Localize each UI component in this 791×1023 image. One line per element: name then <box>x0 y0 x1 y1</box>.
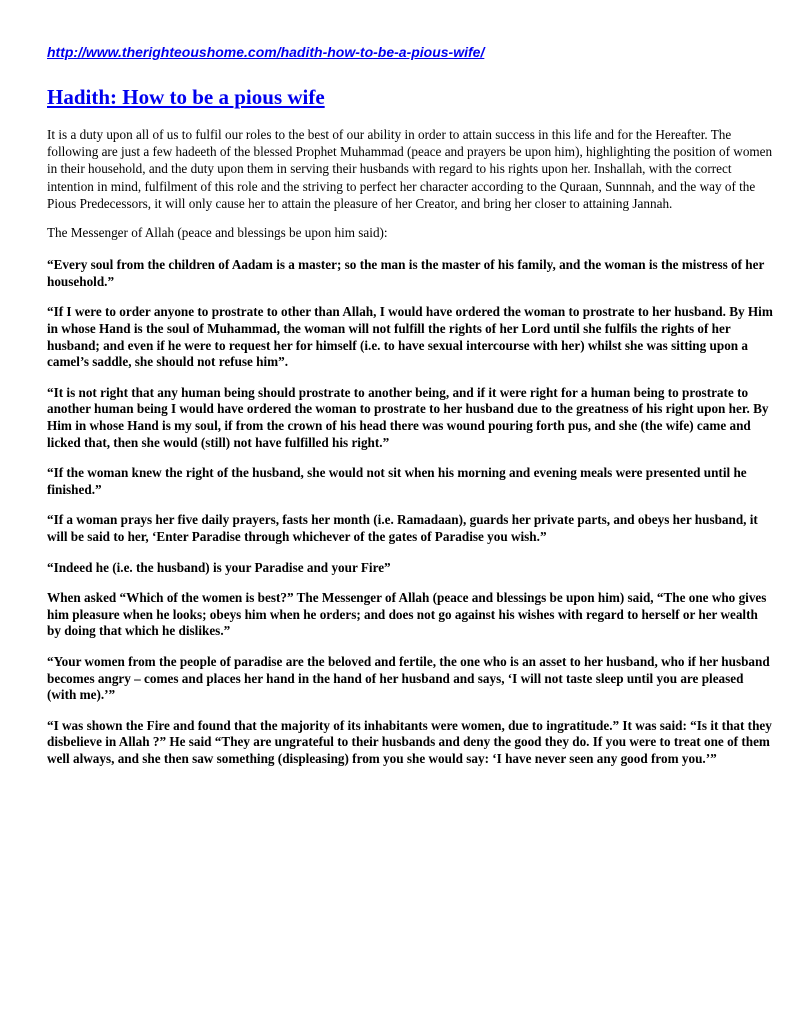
hadith-quote: “Every soul from the children of Aadam is a master; so the man is the master of his family, and the woman is the mistress of her household.” <box>47 257 765 289</box>
document-page <box>47 42 773 781</box>
hadith-quote: “If the woman knew the right of the husband, she would not sit when his morning and evening meals were presented until he finished.” <box>47 465 747 497</box>
hadith-quote: “Indeed he (i.e. the husband) is your Paradise and your Fire” <box>47 559 391 575</box>
hadith-quote: “I was shown the Fire and found that the majority of its inhabitants were women, due to ingratitude.” It was said: “Is it that they disbelieve in Allah ?” He said “They are ungrateful to their husbands and deny the good they do. If you were to treat one of them well always, and she then saw something (displeasing) from you she would say: ‘I have never seen any good from you.’” <box>47 717 772 766</box>
hadith-quote: “Your women from the people of paradise are the beloved and fertile, the one who is an asset to her husband, who if her husband becomes angry – comes and places her hand in the hand of her husband and says, ‘I will not taste sleep until you are pleased (with me).’” <box>47 653 770 703</box>
source-url-link[interactable]: http://www.therighteoushome.com/hadith-how-to-be-a-pious-wife/ <box>47 44 485 60</box>
hadith-quote: “It is not right that any human being should prostrate to another being, and if it were right for a human being to prostrate to another human being I would have ordered the woman to prostrate to her husband due to the greatness of his right upon her. By Him in whose Hand is my soul, if from the crown of his head there was wound pouring forth pus, and she (the wife) came and licked that, then she would (still) not have fulfilled his right.” <box>47 384 769 450</box>
hadith-quote: “If I were to order anyone to prostrate to other than Allah, I would have ordered the woman to prostrate to her husband. By Him in whose Hand is the soul of Muhammad, the woman will not fulfill the rights of her Lord until she fulfils the rights of her husband; and even if he were to request her for himself (i.e. to have sexual intercourse with her) whilst she was sitting upon a camel’s saddle, she should not refuse him”. <box>47 304 773 370</box>
hadith-quote: When asked “Which of the women is best?” The Messenger of Allah (peace and blessings be upon him) said, “The one who gives him pleasure when he looks; obeys him when he orders; and does not go against his wishes with regard to herself or her wealth by doing that which he dislikes.” <box>47 590 767 639</box>
hadith-quote: “If a woman prays her five daily prayers, fasts her month (i.e. Ramadaan), guards her private parts, and obeys her husband, it will be said to her, ‘Enter Paradise through whichever of the gates of Paradise you wish.” <box>47 512 758 544</box>
page-title[interactable]: Hadith: How to be a pious wife <box>47 85 325 109</box>
lead-paragraph: The Messenger of Allah (peace and blessings be upon him said): <box>47 225 388 241</box>
intro-paragraph: It is a duty upon all of us to fulfil our roles to the best of our ability in order to attain success in this life and for the Hereafter. The following are just a few hadeeth of the blessed Prophet Muhammad (peace and prayers be upon him), highlighting the position of women in their household, and the duty upon them in serving their husbands with regard to his rights upon her. Inshallah, with the correct intention in mind, fulfilment of this role and the striving to perfect her character according to the Quraan, Sunnnah, and the way of the Pious Predecessors, it will only cause her to attain the pleasure of her Creator, and bring her closer to attaining Jannah. <box>47 127 773 211</box>
